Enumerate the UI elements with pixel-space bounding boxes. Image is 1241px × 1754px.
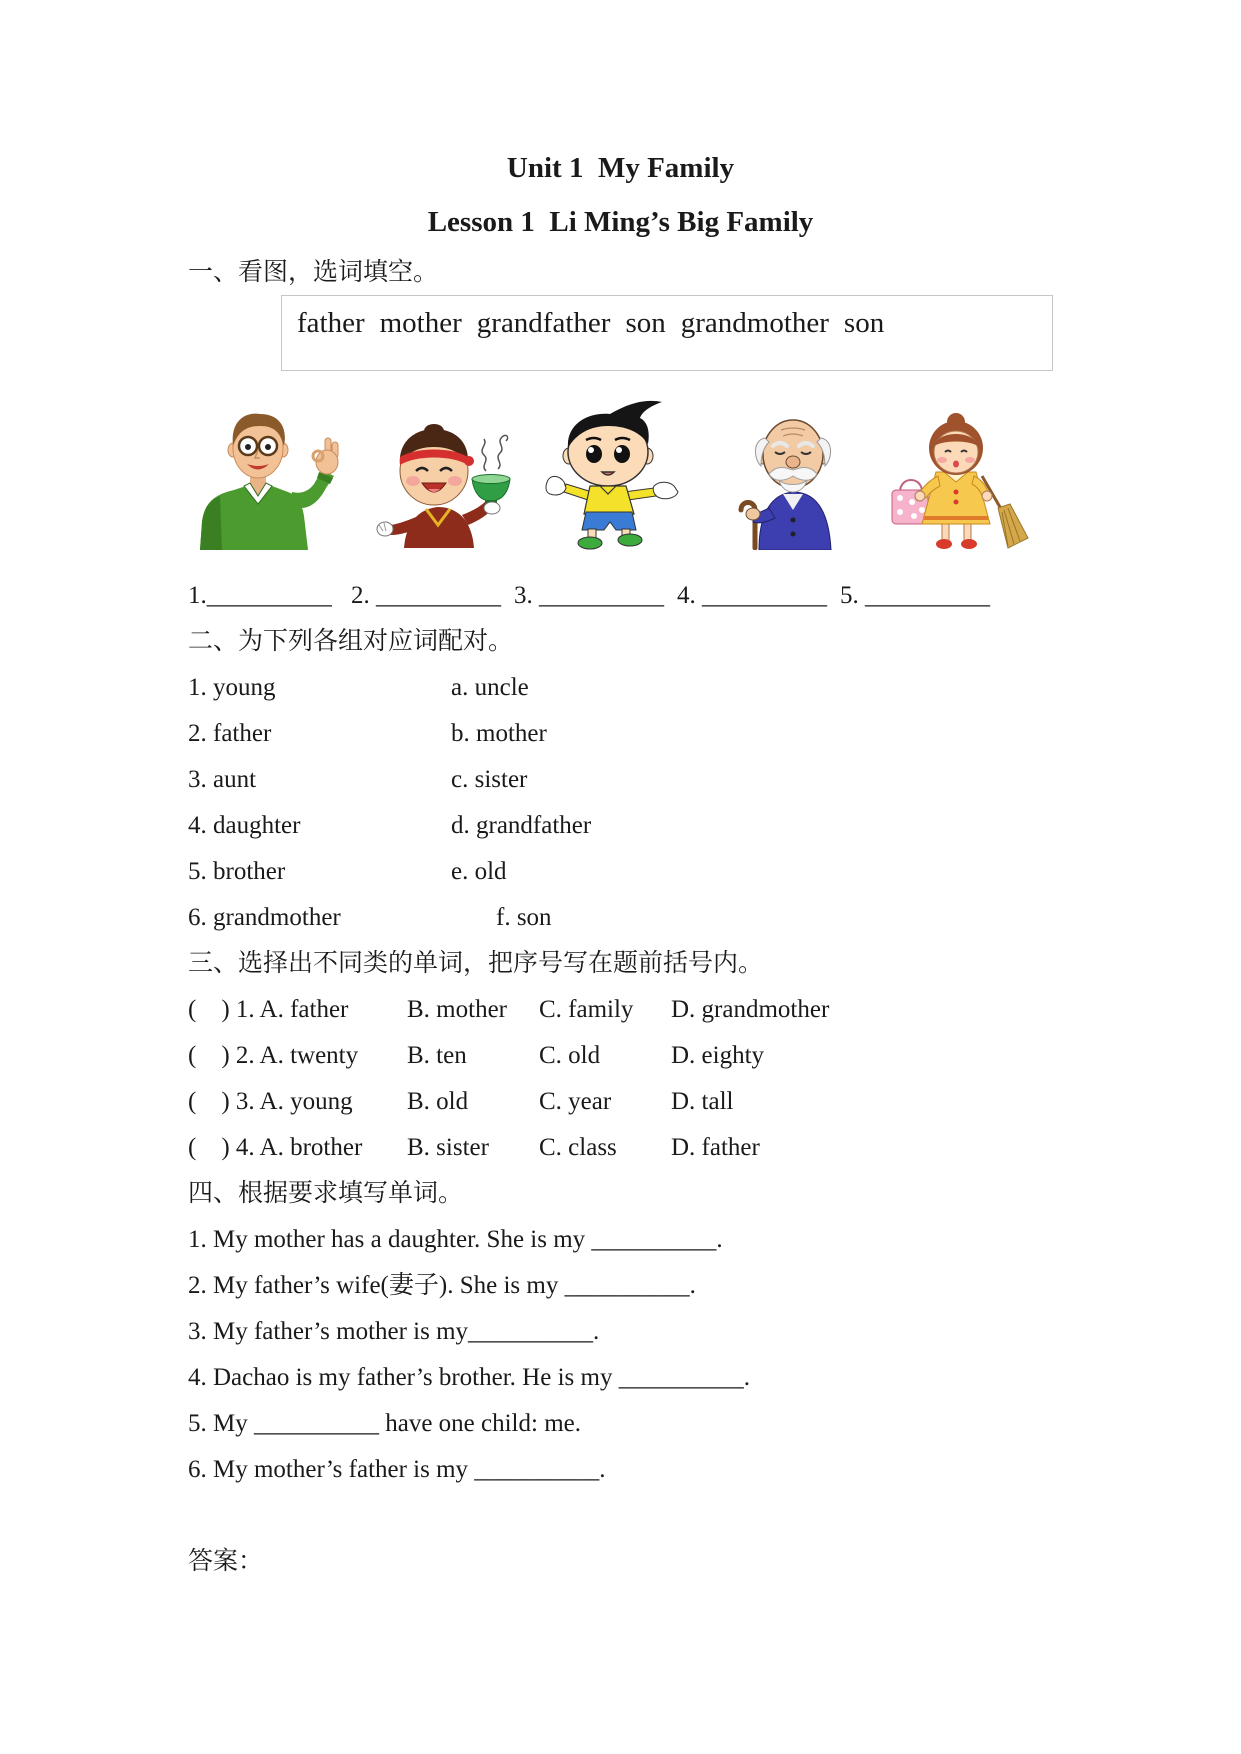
legs	[578, 529, 642, 549]
ok-hand	[313, 438, 338, 474]
sweater	[200, 470, 334, 550]
word-bank-box	[281, 295, 1053, 371]
steam	[482, 435, 508, 471]
old-man-with-cane-illustration	[731, 410, 853, 550]
lesson-title: Lesson 1 Li Ming’s Big Family	[427, 206, 814, 238]
choice-option-a: ( ) 2. A. twenty	[188, 1042, 359, 1069]
match-row	[188, 895, 1088, 941]
word-bank-word: grandmother	[680, 307, 829, 339]
match-right-item: f. son	[496, 904, 552, 931]
choice-option-d: D. father	[671, 1134, 760, 1161]
boy-yellow-shirt-illustration	[544, 398, 687, 550]
blank-line	[188, 1493, 1088, 1539]
fill-in-sentence: 2. My father’s wife(妻子). She is my __________.	[188, 1272, 696, 1299]
head	[929, 413, 983, 475]
answer-label: 答案：	[188, 1548, 264, 1575]
choice-row	[188, 987, 1088, 1033]
answer-blank: 2. __________	[351, 582, 501, 609]
head	[568, 401, 662, 486]
match-right-item: d. grandfather	[451, 812, 592, 839]
choice-option-c: C. family	[539, 996, 634, 1023]
word-bank-word: son	[843, 307, 885, 339]
choice-option-c: C. class	[539, 1134, 617, 1161]
match-left-item: 6. grandmother	[188, 904, 341, 931]
head	[228, 414, 288, 478]
girl-with-bag-and-broom-illustration	[886, 410, 1030, 552]
man-green-sweater-illustration	[200, 404, 346, 550]
answer-blank: 3. __________	[514, 582, 664, 609]
answer-blanks-row	[188, 573, 1088, 619]
shirt	[584, 486, 634, 514]
head	[755, 420, 830, 492]
word-bank-word: mother	[379, 307, 462, 339]
choice-option-b: B. old	[407, 1088, 469, 1115]
broom	[982, 476, 1028, 548]
section-3-heading: 三、选择出不同类的单词，把序号写在题前括号内。	[188, 950, 764, 977]
answer-blank: 1.__________	[188, 582, 332, 609]
bowl	[472, 475, 510, 505]
fill-in-sentence: 4. Dachao is my father’s brother. He is my __________.	[188, 1364, 750, 1391]
choice-option-a: ( ) 3. A. young	[188, 1088, 353, 1115]
choice-option-c: C. old	[539, 1042, 601, 1069]
match-left-item: 2. father	[188, 720, 272, 747]
match-right-item: c. sister	[451, 766, 528, 793]
choice-option-a: ( ) 4. A. brother	[188, 1134, 363, 1161]
match-right-item: e. old	[451, 858, 507, 885]
fill-in-sentence: 1. My mother has a daughter. She is my __________.	[188, 1226, 723, 1253]
word-bank	[297, 303, 1052, 343]
match-left-item: 1. young	[188, 674, 276, 701]
match-row	[188, 803, 1088, 849]
right-hand	[484, 502, 500, 514]
match-right-item: a. uncle	[451, 674, 529, 701]
match-row	[188, 757, 1088, 803]
section-4-heading: 四、根据要求填写单词。	[188, 1180, 464, 1207]
word-bank-word: grandfather	[476, 307, 611, 339]
dress	[388, 501, 494, 548]
match-right-item: b. mother	[451, 720, 547, 747]
fill-in-sentence: 5. My __________ have one child: me.	[188, 1410, 581, 1437]
choice-option-d: D. grandmother	[671, 996, 830, 1023]
match-row	[188, 849, 1088, 895]
choice-option-c: C. year	[539, 1088, 612, 1115]
choice-row	[188, 1125, 1088, 1171]
fill-in-sentence: 3. My father’s mother is my__________.	[188, 1318, 600, 1345]
choice-row	[188, 1033, 1088, 1079]
bag	[892, 480, 928, 524]
choice-row	[188, 1079, 1088, 1125]
left-hand	[377, 522, 393, 536]
unit-title: Unit 1 My Family	[506, 152, 735, 184]
match-left-item: 3. aunt	[188, 766, 257, 793]
answer-blank: 4. __________	[677, 582, 827, 609]
fill-in-sentence: 6. My mother’s father is my __________.	[188, 1456, 606, 1483]
choice-option-b: B. ten	[407, 1042, 467, 1069]
match-left-item: 4. daughter	[188, 812, 301, 839]
word-bank-word: father	[297, 307, 365, 339]
choice-option-d: D. eighty	[671, 1042, 765, 1069]
match-row	[188, 665, 1088, 711]
match-row	[188, 711, 1088, 757]
choice-option-b: B. mother	[407, 996, 507, 1023]
choice-option-b: B. sister	[407, 1134, 489, 1161]
choice-option-a: ( ) 1. A. father	[188, 996, 349, 1023]
woman-holding-bowl-illustration	[376, 421, 527, 548]
choice-option-d: D. tall	[671, 1088, 734, 1115]
section-2-heading: 二、为下列各组对应词配对。	[188, 628, 514, 655]
section-1-heading: 一、看图，选词填空。	[188, 259, 439, 286]
answer-blank: 5. __________	[840, 582, 990, 609]
jacket	[759, 492, 831, 550]
legs	[936, 522, 977, 549]
head	[400, 424, 474, 505]
worksheet-body	[188, 573, 1088, 1585]
shorts	[582, 512, 636, 530]
word-bank-word: son	[625, 307, 666, 339]
match-left-item: 5. brother	[188, 858, 286, 885]
